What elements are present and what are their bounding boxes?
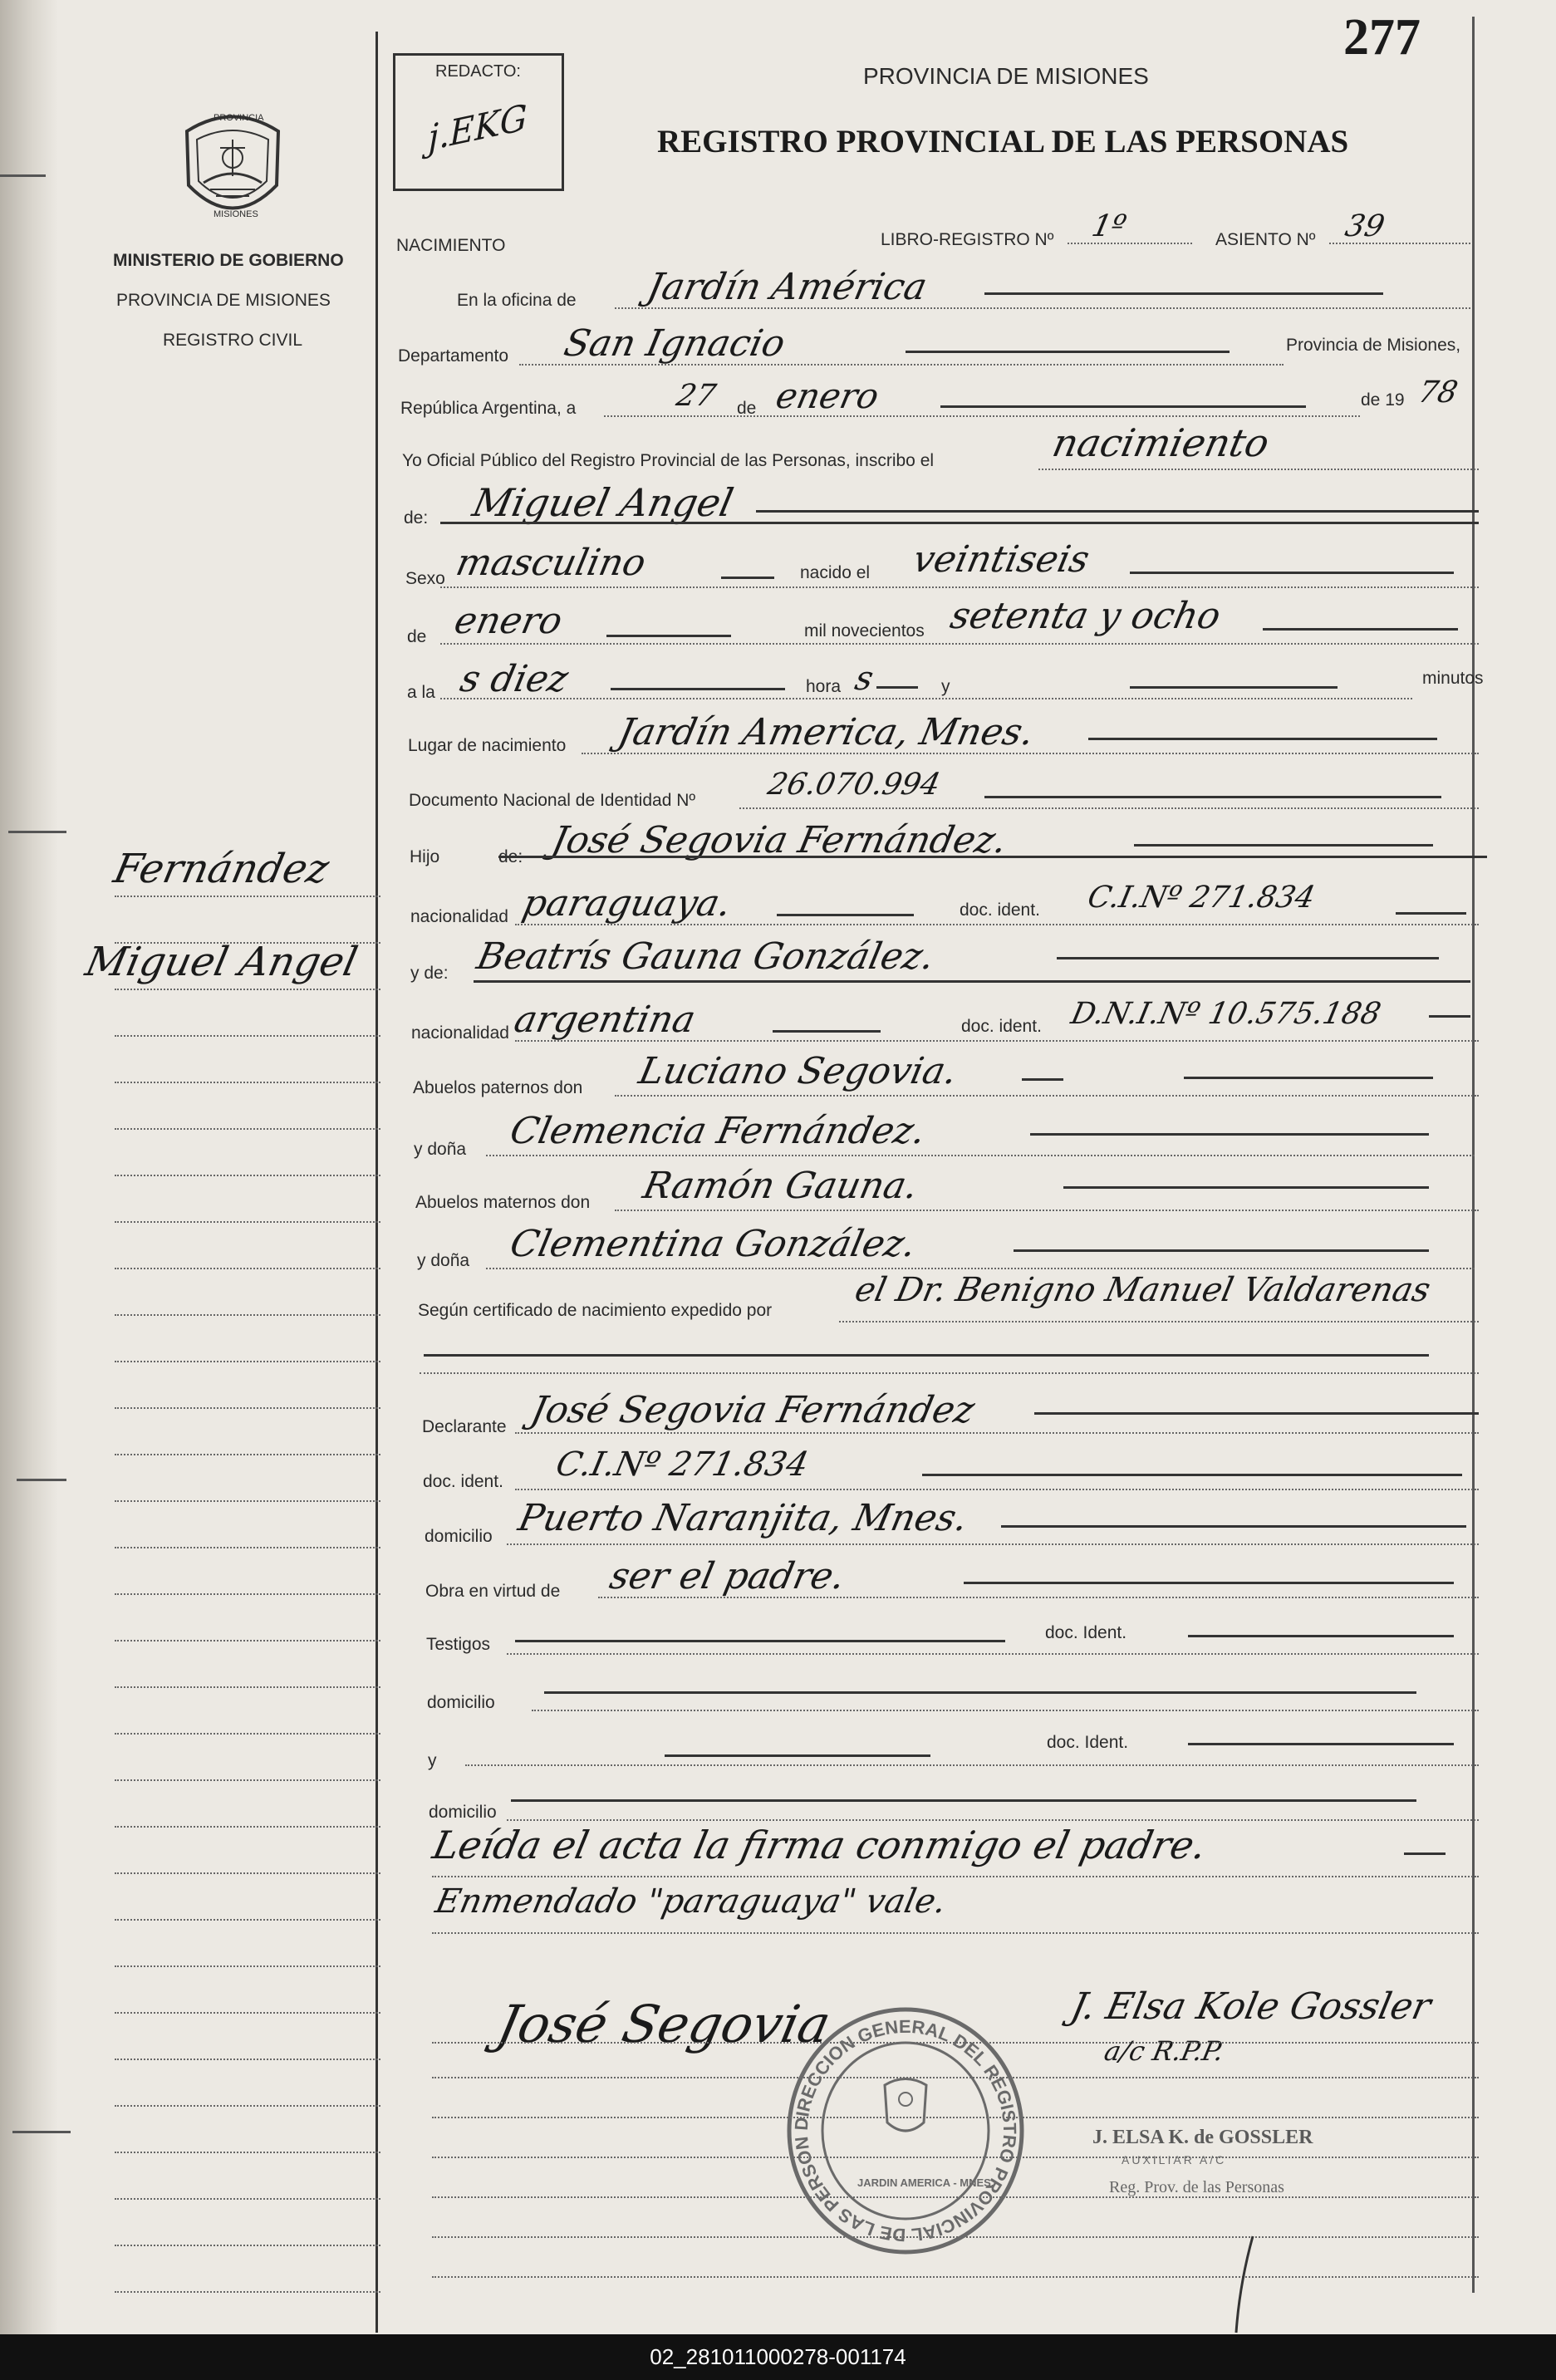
dotted-line [115, 1547, 380, 1548]
ydona2-label: y doña [417, 1251, 470, 1270]
father-signature: José Segovia [492, 1994, 837, 2054]
doc-label: doc. ident. [960, 900, 1040, 920]
born-label: nacido el [800, 563, 871, 582]
dotted-line [598, 1597, 1479, 1598]
image-id-footer: 02_281011000278-001174 [0, 2334, 1556, 2380]
fill-line [665, 1754, 930, 1757]
fill-line [1088, 738, 1437, 740]
registry-seal [781, 2006, 1030, 2255]
dotted-line [507, 1819, 1479, 1821]
dotted-line [115, 1919, 380, 1921]
dotted-line [615, 1095, 1479, 1097]
dotted-line [115, 2152, 380, 2153]
binding-stitch [8, 831, 66, 833]
sidebar-civil: REGISTRO CIVIL [163, 331, 303, 350]
fill-line [876, 686, 918, 689]
ala-label: a la [407, 683, 435, 702]
stamp-title: AUXILIAR A/C [1122, 2153, 1227, 2167]
y-label: y [941, 677, 950, 696]
dotted-line [515, 1489, 1479, 1490]
fill-line [1014, 1249, 1429, 1252]
province-suffix: Provincia de Misiones, [1286, 336, 1461, 355]
officer-signature-title: a/c R.P.P. [1101, 2035, 1227, 2067]
fill-line [721, 577, 774, 579]
doc2-label: doc. ident. [961, 1017, 1042, 1036]
mat-gf: Ramón Gauna. [639, 1165, 922, 1207]
father-doc: C.I.Nº 271.834 [1084, 881, 1318, 915]
cert-value: el Dr. Benigno Manuel Valdarenas [852, 1271, 1434, 1309]
place-value: Jardín America, Mnes. [614, 711, 1038, 753]
dotted-line [115, 1779, 380, 1781]
dotted-line [115, 2012, 380, 2014]
dotted-line [115, 1361, 380, 1362]
office-value: Jardín América [643, 266, 931, 308]
asiento-label: ASIENTO Nº [1215, 230, 1316, 249]
hour-value: s diez [456, 658, 572, 700]
binding-stitch [17, 1479, 66, 1481]
child-name: Miguel Angel [469, 480, 738, 525]
mat-gm: Clementina González. [506, 1223, 920, 1265]
dotted-line [839, 1321, 1479, 1322]
minutos-label: minutos [1422, 669, 1484, 688]
dotted-line [532, 1710, 1479, 1711]
dotted-line [1038, 469, 1479, 470]
fill-line [773, 1030, 881, 1033]
mother-name: Beatrís Gauna González. [473, 935, 939, 978]
seal-inner-text: JARDIN AMERICA - MNES. [857, 2176, 994, 2189]
dotted-line [440, 698, 1412, 699]
dotted-line [115, 1640, 380, 1641]
officer-value: nacimiento [1048, 420, 1274, 465]
dotted-line [115, 1082, 380, 1083]
note-line1: Leída el acta la firma conmigo el padre. [429, 1823, 1210, 1867]
hora-s: s [852, 660, 877, 698]
round-stamp-icon [781, 2006, 1030, 2255]
fill-line [1396, 912, 1466, 915]
officer-signature: J. Elsa Kole Gossler [1067, 1985, 1435, 2028]
fill-line [1130, 686, 1338, 689]
dotted-line [115, 2059, 380, 2060]
pat-gm: Clemencia Fernández. [506, 1110, 930, 1152]
fill-line [984, 796, 1441, 798]
dotted-line [615, 1210, 1479, 1211]
sex-label: Sexo [405, 569, 445, 588]
place-label: Lugar de nacimiento [408, 736, 567, 755]
dotted-line [115, 942, 380, 944]
dotted-line [115, 989, 380, 990]
asiento-value: 39 [1342, 209, 1388, 243]
declarant-value: José Segovia Fernández [527, 1389, 979, 1431]
hijo-de-label: de: [498, 847, 523, 866]
note-line2: Enmendado "paraguaya" vale. [432, 1882, 950, 1921]
dotted-line [615, 307, 1470, 309]
dotted-line [465, 1764, 1479, 1766]
fill-line [777, 914, 914, 916]
t-doc-label: doc. Ident. [1045, 1623, 1127, 1642]
fill-line [1263, 628, 1458, 631]
dotted-line [115, 1407, 380, 1409]
office-label: En la oficina de [457, 291, 577, 310]
de-label: de [737, 399, 757, 418]
dotted-line [1329, 243, 1470, 244]
dotted-line [515, 1432, 1479, 1434]
ydona1-label: y doña [414, 1140, 467, 1159]
dotted-line [115, 1500, 380, 1502]
yde-label: y de: [410, 964, 449, 983]
fill-line [1034, 1412, 1479, 1415]
de2-label: de [407, 627, 427, 646]
dotted-line [432, 1932, 1479, 1934]
fill-line [440, 522, 1479, 524]
hijo-label: Hijo [410, 847, 440, 866]
dotted-line [420, 1372, 1479, 1374]
country-label: República Argentina, a [400, 399, 577, 418]
testigos-label: Testigos [426, 1635, 491, 1654]
fill-line [606, 635, 731, 637]
dotted-line [115, 1175, 380, 1176]
fill-line [1130, 572, 1454, 574]
department-value: San Ignacio [560, 322, 789, 365]
dotted-line [604, 415, 1360, 417]
father-name: José Segovia Fernández. [547, 819, 1011, 861]
fill-line [1063, 1186, 1429, 1189]
fill-line [922, 1474, 1462, 1476]
t-dom-label: domicilio [427, 1693, 495, 1712]
dotted-line [115, 1686, 380, 1688]
obra-value: ser el padre. [606, 1555, 849, 1597]
pen-mark [1230, 2235, 1263, 2334]
obra-label: Obra en virtud de [425, 1582, 561, 1601]
father-nat: paraguaya. [518, 882, 735, 925]
nat2-label: nacionalidad [411, 1023, 509, 1043]
fill-line [984, 292, 1383, 295]
dni-value: 26.070.994 [764, 768, 944, 802]
sidebar-province: PROVINCIA DE MISIONES [116, 291, 331, 310]
year-value: 78 [1415, 375, 1461, 410]
libro-value: 1º [1088, 209, 1130, 243]
dotted-line [115, 2105, 380, 2107]
header-registry: REGISTRO PROVINCIAL DE LAS PERSONAS [657, 124, 1349, 159]
fill-line [1188, 1635, 1454, 1637]
fill-line [511, 1799, 1416, 1802]
header-province: PROVINCIA DE MISIONES [863, 63, 1149, 89]
fill-line [1134, 844, 1433, 846]
fill-line [611, 688, 785, 690]
dotted-line [115, 1221, 380, 1223]
fill-line [1188, 1743, 1454, 1745]
page-number: 277 [1343, 9, 1421, 66]
declarant-label: Declarante [422, 1417, 507, 1436]
fill-line [964, 1582, 1454, 1584]
dotted-line [115, 896, 380, 897]
fill-line [1001, 1525, 1466, 1528]
dotted-line [115, 1035, 380, 1037]
ministry-seal [179, 106, 287, 229]
fill-line [906, 351, 1230, 353]
cert-label: Según certificado de nacimiento expedido por [418, 1301, 773, 1320]
year-label: de 19 [1361, 390, 1405, 410]
redacto-label: REDACTO: [435, 62, 521, 81]
dotted-line [440, 586, 1479, 588]
sidebar-given-names: Miguel Angel [81, 939, 362, 985]
t2-dom-label: domicilio [429, 1803, 497, 1822]
binding-shadow [0, 0, 58, 2334]
redacto-box [393, 53, 564, 191]
dotted-line [115, 1268, 380, 1269]
hora-label: hora [806, 677, 842, 696]
dotted-line [515, 924, 1479, 925]
dotted-line [507, 1653, 1479, 1655]
seal-top-text: PROVINCIA [214, 113, 264, 123]
dom-value: Puerto Naranjita, Mnes. [514, 1497, 972, 1539]
binding-stitch [0, 174, 46, 177]
dotted-line [739, 807, 1479, 809]
born-day: veintiseis [909, 538, 1093, 581]
dotted-line [115, 1593, 380, 1595]
dotted-line [115, 1454, 380, 1455]
decl-doc-value: C.I.Nº 271.834 [552, 1445, 812, 1484]
mat-label: Abuelos maternos don [415, 1193, 591, 1212]
dotted-line [507, 1543, 1479, 1545]
dotted-line [115, 2291, 380, 2293]
decl-doc-label: doc. ident. [423, 1472, 503, 1491]
born-month: enero [450, 600, 567, 642]
fill-line [515, 1640, 1005, 1642]
sex-value: masculino [452, 542, 650, 584]
fill-line [940, 405, 1306, 408]
t-y-label: y [428, 1751, 437, 1770]
record-type-label: NACIMIENTO [396, 236, 506, 255]
dotted-line [515, 1040, 1479, 1042]
fill-line [1030, 1133, 1429, 1136]
sidebar-surname: Fernández [110, 846, 333, 892]
dotted-line [440, 643, 1479, 645]
stamp-org: Reg. Prov. de las Personas [1109, 2178, 1284, 2196]
dotted-line [582, 753, 1479, 754]
fill-line [474, 980, 1470, 983]
dotted-line [432, 2276, 1479, 2278]
month-value: enero [772, 375, 883, 416]
t2-doc-label: doc. Ident. [1047, 1733, 1129, 1752]
fill-line [424, 1354, 1429, 1357]
fill-line [544, 1691, 1416, 1694]
seal-ring-text: DIRECCION GENERAL DEL REGISTRO PROVINCIAL DE LAS PERSON [790, 2015, 1021, 2246]
fill-line [1184, 1077, 1433, 1079]
officer-label: Yo Oficial Público del Registro Provincial de las Personas, inscribo el [402, 451, 935, 470]
nat-label: nacionalidad [410, 907, 508, 926]
redacto-initials: j.EKG [428, 96, 528, 159]
stamp-name: J. ELSA K. de GOSSLER [1092, 2127, 1313, 2148]
dotted-line [115, 1314, 380, 1316]
dotted-line [486, 1268, 1475, 1269]
dotted-line [115, 1965, 380, 1967]
fill-line [1404, 1852, 1446, 1855]
day-value: 27 [673, 379, 719, 413]
pat-gf: Luciano Segovia. [635, 1050, 961, 1092]
born-year: setenta y ocho [946, 595, 1225, 637]
sidebar-ministry: MINISTERIO DE GOBIERNO [113, 251, 344, 270]
fill-line [1057, 957, 1439, 959]
dotted-line [432, 1876, 1479, 1877]
fill-line [498, 856, 1487, 858]
dotted-line [486, 1155, 1475, 1156]
of-label: de: [404, 508, 429, 528]
seal-bottom-text: MISIONES [214, 209, 258, 219]
binding-stitch [12, 2131, 71, 2133]
pat-label: Abuelos paternos don [413, 1078, 583, 1097]
dom-label: domicilio [425, 1527, 493, 1546]
dni-label: Documento Nacional de Identidad Nº [409, 791, 696, 810]
dotted-line [115, 2198, 380, 2200]
mother-nat: argentina [510, 999, 699, 1041]
dotted-line [115, 1128, 380, 1130]
fill-line [1022, 1078, 1063, 1081]
fill-line [1429, 1015, 1470, 1018]
dotted-line [115, 1872, 380, 1874]
dotted-line [115, 1733, 380, 1735]
libro-label: LIBRO-REGISTRO Nº [881, 230, 1054, 249]
margin-rule [376, 32, 378, 2333]
mil-label: mil novecientos [804, 621, 925, 640]
dotted-line [1068, 243, 1192, 244]
fill-line [756, 510, 1479, 513]
mother-doc: D.N.I.Nº 10.575.188 [1068, 997, 1384, 1031]
dotted-line [115, 2245, 380, 2246]
department-label: Departamento [398, 346, 509, 366]
dotted-line [519, 364, 1284, 366]
dotted-line [115, 1826, 380, 1828]
